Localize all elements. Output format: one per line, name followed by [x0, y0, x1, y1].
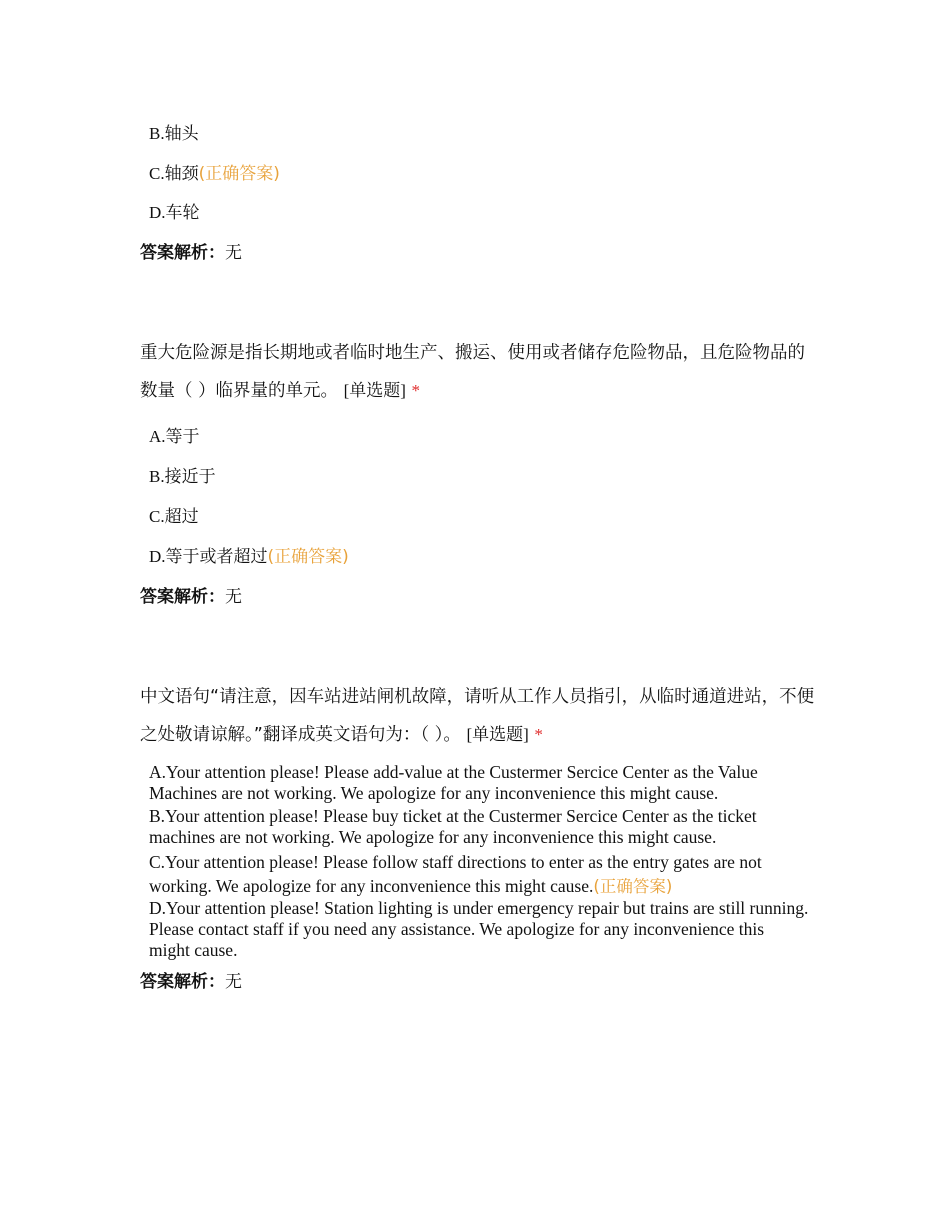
option-c: C.超过 [149, 507, 199, 527]
correct-answer-mark: (正确答案) [593, 877, 673, 896]
analysis-label: 答案解析： [140, 972, 225, 992]
analysis-text: 无 [225, 972, 242, 992]
option-a: A.Your attention please! Please add-value at the Custermer Sercice Center as the Value Machines are not working. We apologize for any inconvenience this might cause. [149, 762, 758, 803]
option-c: C.轴颈(正确答案) [149, 164, 280, 184]
option-b: B.接近于 [149, 467, 216, 487]
question-type-tag: [单选题] [466, 725, 529, 744]
option-c: C.Your attention please! Please follow staff directions to enter as the entry gates are not working. We apologize for any inconvenience this might cause.(正确答案) [149, 852, 762, 896]
option-b: B.Your attention please! Please buy ticket at the Custermer Sercice Center as the ticket machines are not working. We apologize for any inconvenience this might cause. [149, 806, 757, 847]
analysis-text: 无 [225, 243, 242, 263]
question-text: 中文语句“请注意，因车站进站闸机故障，请听从工作人员指引，从临时通道进站，不便之处敬请谅解。”翻译成英文语句为：（ ）。 [单选题] * [140, 687, 815, 745]
required-mark: * [411, 381, 421, 400]
analysis-text: 无 [225, 587, 242, 607]
option-d: D.等于或者超过(正确答案) [149, 547, 349, 567]
option-a: A.等于 [149, 427, 200, 447]
analysis-label: 答案解析： [140, 587, 225, 607]
answer-analysis [140, 972, 242, 992]
required-mark: * [534, 725, 543, 744]
correct-answer-mark: (正确答案) [198, 164, 280, 184]
analysis-label: 答案解析： [140, 243, 225, 263]
question-text: 重大危险源是指长期地或者临时地生产、搬运、使用或者储存危险物品，且危险物品的数量（ ）临界量的单元。 [单选题] * [140, 343, 805, 401]
question-type-tag: [单选题] [343, 381, 406, 400]
answer-analysis [140, 243, 242, 263]
option-d: D.车轮 [149, 203, 200, 223]
option-d: D.Your attention please! Station lighting is under emergency repair but trains are still running. Please contact staff if you need any assistance. We apologize for any inconvenience this might cause. [149, 898, 809, 960]
answer-analysis [140, 587, 242, 607]
option-b: B.轴头 [149, 124, 199, 144]
correct-answer-mark: (正确答案) [267, 547, 349, 567]
